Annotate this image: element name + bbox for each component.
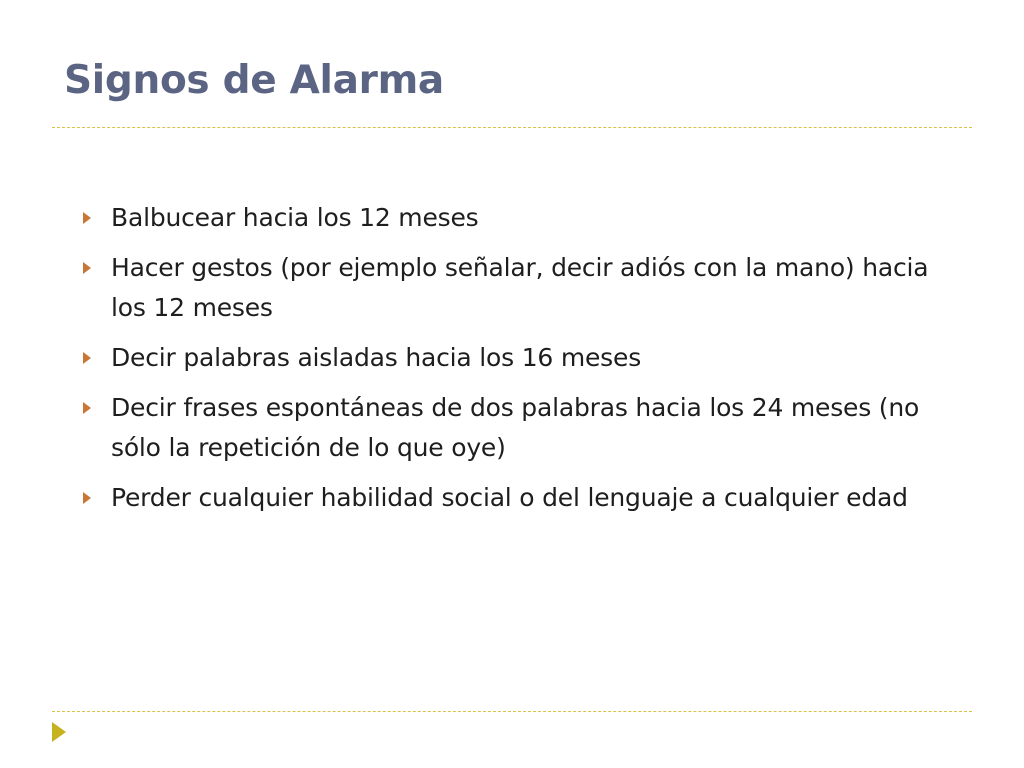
bullet-item: [80, 198, 960, 238]
bullet-arrow-icon: [83, 352, 91, 364]
bullet-item: [80, 478, 960, 518]
bullet-item: [80, 388, 960, 468]
bullet-arrow-icon: [83, 262, 91, 274]
corner-arrow-icon: [52, 722, 66, 742]
bullet-arrow-icon: [83, 402, 91, 414]
slide-title: Signos de Alarma: [64, 58, 444, 103]
bullet-list: [80, 198, 960, 528]
bullet-item: [80, 248, 960, 328]
bullet-text: Balbucear hacia los 12 meses: [111, 203, 479, 232]
bullet-arrow-icon: [83, 212, 91, 224]
bullet-text: Hacer gestos (por ejemplo señalar, decir adiós con la mano) hacia los 12 meses: [111, 253, 929, 322]
bullet-text: Decir frases espontáneas de dos palabras hacia los 24 meses (no sólo la repetición de lo que oye): [111, 393, 920, 462]
footer-divider: [52, 711, 972, 712]
bullet-text: Perder cualquier habilidad social o del lenguaje a cualquier edad: [111, 483, 908, 512]
title-divider: [52, 127, 972, 128]
bullet-arrow-icon: [83, 492, 91, 504]
bullet-item: [80, 338, 960, 378]
bullet-text: Decir palabras aisladas hacia los 16 meses: [111, 343, 642, 372]
